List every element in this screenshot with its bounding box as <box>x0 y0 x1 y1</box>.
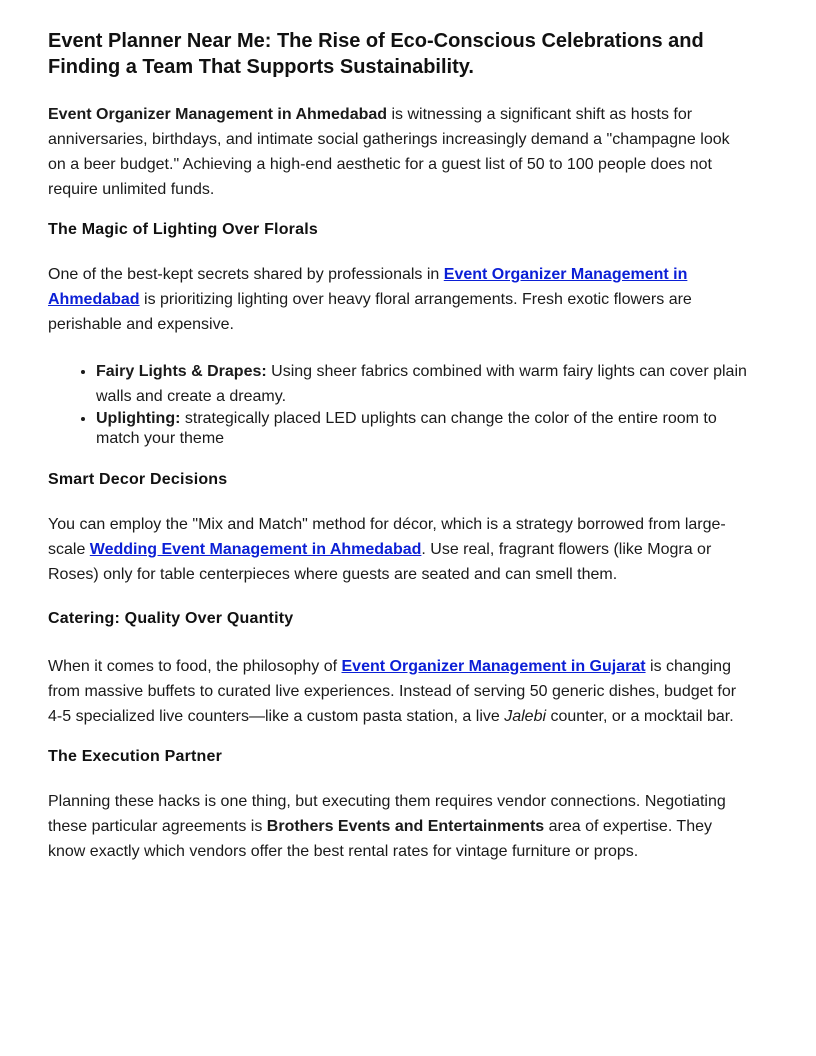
catering-tail: counter, or a mocktail bar. <box>546 708 734 725</box>
section-heading-execution: The Execution Partner <box>48 748 223 765</box>
catering-italic-word: Jalebi <box>504 708 547 725</box>
lighting-text-after: is prioritizing lighting over heavy floral arrangements. Fresh exotic flowers are perishable and expensive. <box>48 291 692 333</box>
section-heading-decor: Smart Decor Decisions <box>48 471 228 488</box>
link-wedding-event-management[interactable]: Wedding Event Management in Ahmedabad <box>89 541 422 558</box>
execution-paragraph <box>48 789 748 864</box>
catering-text-before: When it comes to food, the philosophy of <box>48 658 342 675</box>
decor-text-after: . Use real, fragrant flowers (like Mogra or Roses) only for table centerpieces where guests are seated and can smell them. <box>48 541 712 583</box>
link-event-organizer-ahmedabad[interactable]: Event Organizer Management in Ahmedabad <box>48 266 688 308</box>
page-title: Event Planner Near Me: The Rise of Eco-Conscious Celebrations and Finding a Team That Supports Sustainability. <box>48 30 704 78</box>
catering-text-after: is changing from massive buffets to curated live experiences. Instead of serving 50 generic dishes, budget for 4-5 specialized live counters—like a custom pasta station, a live <box>48 658 737 725</box>
list-item <box>96 409 748 449</box>
decor-paragraph <box>48 512 748 587</box>
link-event-organizer-gujarat[interactable]: Event Organizer Management in Gujarat <box>341 658 646 675</box>
execution-text-2: area of expertise. They know exactly which vendors offer the best rental rates for vintage furniture or props. <box>48 818 712 860</box>
catering-paragraph <box>48 654 748 729</box>
lighting-bullet-list <box>48 359 748 449</box>
intro-paragraph <box>48 102 748 202</box>
bullet-label: Fairy Lights & Drapes: <box>96 363 267 380</box>
lighting-paragraph <box>48 262 748 337</box>
bullet-text: strategically placed LED uplights can change the color of the entire room to match your theme <box>96 410 717 447</box>
bullet-label: Uplighting: <box>96 410 181 427</box>
list-item <box>96 359 748 409</box>
execution-bold-company: Brothers Events and Entertainments <box>266 818 545 835</box>
decor-text-before: You can employ the "Mix and Match" method for décor, which is a strategy borrowed from large-scale <box>48 516 726 558</box>
section-heading-catering: Catering: Quality Over Quantity <box>48 610 294 627</box>
intro-bold-lead: Event Organizer Management in Ahmedabad <box>48 106 388 123</box>
intro-text: is witnessing a significant shift as hosts for anniversaries, birthdays, and intimate social gatherings increasingly demand a "champagne look on a beer budget." Achieving a high-end aesthetic for a guest list of 50 to 100 people does not require unlimited funds. <box>48 106 730 198</box>
execution-text-1: Planning these hacks is one thing, but executing them requires vendor connections. Negotiating these particular agreements is <box>48 793 726 835</box>
lighting-text-before: One of the best-kept secrets shared by professionals in <box>48 266 444 283</box>
bullet-text: Using sheer fabrics combined with warm fairy lights can cover plain walls and create a dreamy. <box>96 363 747 405</box>
section-heading-lighting: The Magic of Lighting Over Florals <box>48 221 318 238</box>
document-page <box>48 28 748 864</box>
